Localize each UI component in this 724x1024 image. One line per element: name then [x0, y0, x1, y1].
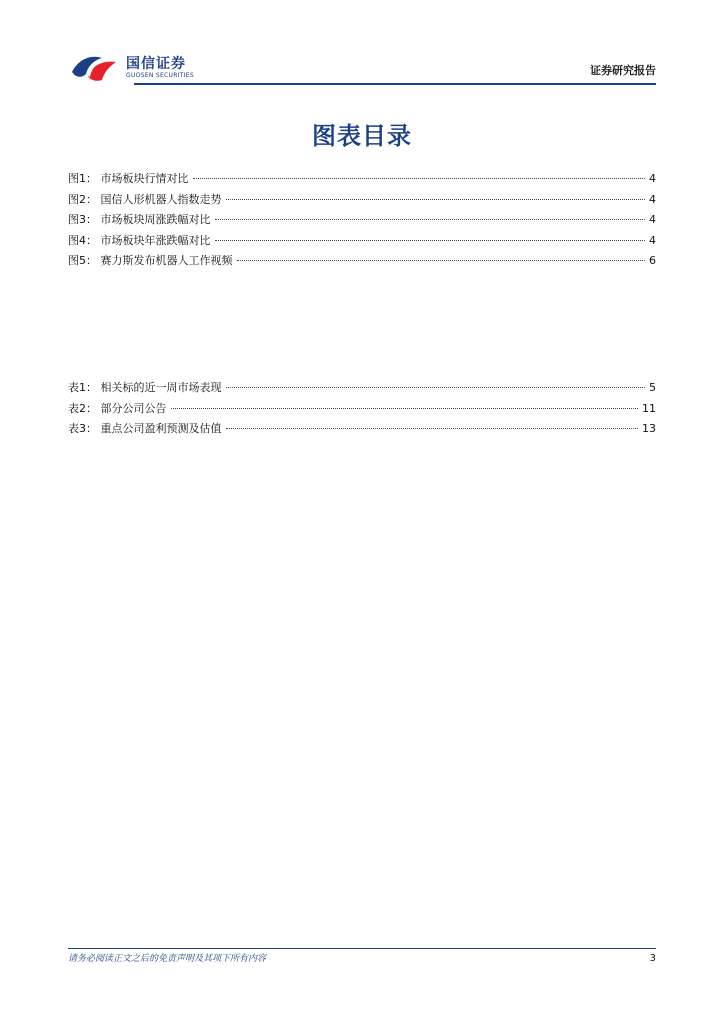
- table-list: [68, 378, 656, 440]
- toc-entry-page: 4: [649, 172, 656, 185]
- dot-leader: [215, 240, 646, 241]
- footer-disclaimer: 请务必阅读正文之后的免责声明及其项下所有内容: [68, 954, 267, 964]
- toc-entry-label: 表2： 部分公司公告: [68, 401, 167, 415]
- figure-list: [68, 169, 656, 272]
- dot-leader: [171, 408, 639, 409]
- toc-entry-label: 表3： 重点公司盈利预测及估值: [68, 422, 222, 435]
- dot-leader: [193, 178, 646, 179]
- toc-entry-label: 图2： 国信人形机器人指数走势: [68, 192, 222, 206]
- dot-leader: [226, 199, 646, 200]
- toc-entry-figure-3[interactable]: [68, 210, 656, 231]
- page-number: 3: [649, 953, 656, 964]
- toc-entry-figure-5[interactable]: [68, 251, 656, 272]
- dot-leader: [226, 387, 646, 388]
- toc-entry-table-2[interactable]: [68, 399, 656, 420]
- toc-entry-label: 表1： 相关标的近一周市场表现: [68, 381, 222, 394]
- toc-entry-page: 6: [649, 254, 656, 267]
- toc-entry-figure-4[interactable]: [68, 231, 656, 252]
- company-logo: [68, 50, 208, 84]
- toc-entry-page: 4: [649, 233, 656, 247]
- dot-leader: [215, 219, 646, 220]
- toc-entry-figure-1[interactable]: [68, 169, 656, 190]
- logo-chinese-name: 国信证券: [126, 56, 186, 72]
- toc-entry-label: 图5： 赛力斯发布机器人工作视频: [68, 254, 233, 267]
- toc-entry-figure-2[interactable]: [68, 190, 656, 211]
- toc-entry-label: 图4： 市场板块年涨跌幅对比: [68, 233, 211, 247]
- toc-entry-page: 13: [642, 422, 656, 435]
- toc-entry-label: 图3： 市场板块周涨跌幅对比: [68, 213, 211, 226]
- toc-entry-page: 4: [649, 213, 656, 226]
- toc-entry-table-3[interactable]: [68, 419, 656, 440]
- footer-divider: [68, 948, 656, 949]
- toc-entry-table-1[interactable]: [68, 378, 656, 399]
- toc-entry-page: 5: [649, 381, 656, 394]
- toc-entry-label: 图1： 市场板块行情对比: [68, 172, 189, 185]
- logo-english-name: GUOSEN SECURITIES: [126, 72, 195, 79]
- report-type-label: 证券研究报告: [590, 64, 656, 77]
- dot-leader: [237, 260, 646, 261]
- header-divider: [134, 83, 656, 85]
- toc-entry-page: 4: [649, 192, 656, 206]
- guosen-logo-icon: [68, 52, 120, 82]
- toc-entry-page: 11: [642, 401, 656, 415]
- dot-leader: [226, 428, 639, 429]
- page-header: [68, 50, 656, 86]
- page-title: 图表目录: [312, 122, 412, 150]
